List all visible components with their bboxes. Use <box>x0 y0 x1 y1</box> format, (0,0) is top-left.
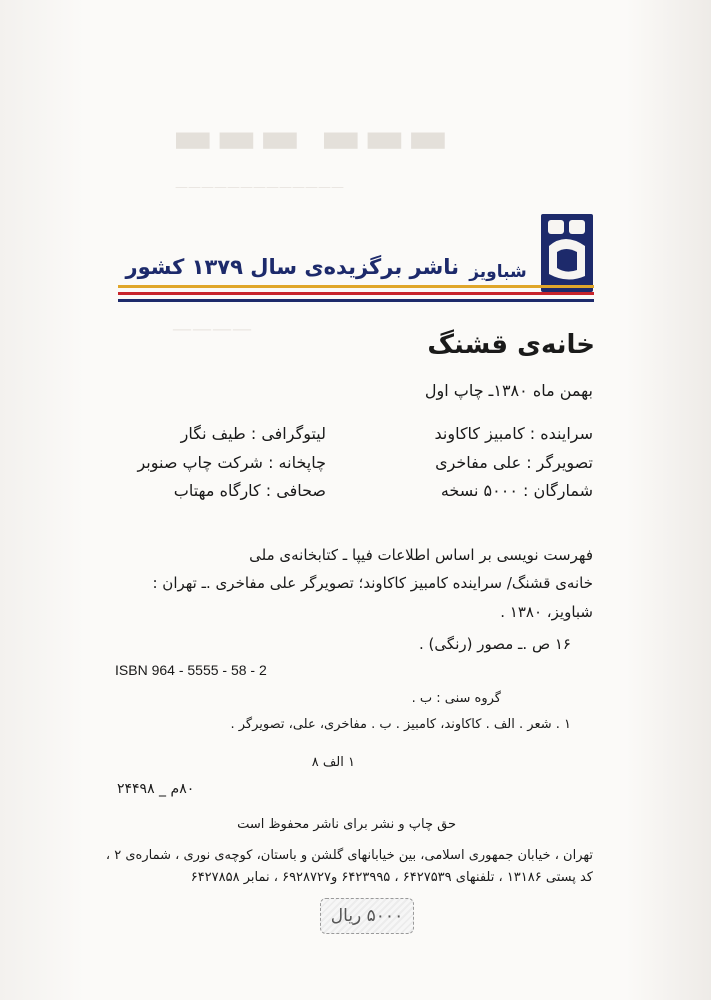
credit-binding <box>174 481 326 500</box>
navy-stripe <box>118 299 594 302</box>
credit-value: علی مفاخری <box>435 453 522 472</box>
rights-notice: حق چاپ و نشر برای ناشر محفوظ است <box>237 817 456 832</box>
age-group: گروه سنی : ب . <box>411 691 501 706</box>
decorative-stripes <box>118 285 594 306</box>
catalog-line-3: ۱۶ ص .ـ مصور (رنگی) . <box>419 635 571 653</box>
credit-label: لیتوگرافی : <box>250 424 326 443</box>
red-stripe <box>118 292 594 295</box>
classification-number: ۱ الف ۸ <box>311 755 355 770</box>
catalog-line-2: شباویز، ۱۳۸۰ . <box>500 603 593 621</box>
price-stamp: ۵۰۰۰ ریال <box>320 898 414 934</box>
edition-line: بهمن ماه ۱۳۸۰ـ چاپ اول <box>424 381 593 400</box>
catalog-heading: فهرست نویسی بر اساس اطلاعات فیپا ـ کتابخانه‌ی ملی <box>249 546 593 564</box>
credit-print-run <box>441 481 593 500</box>
credit-value: کامبیز کاکاوند <box>434 424 525 443</box>
credit-label: صحافی : <box>265 481 326 500</box>
credit-label: شمارگان : <box>523 481 593 500</box>
credit-value: کارگاه مهتاب <box>173 481 261 500</box>
credit-lithography <box>181 424 326 443</box>
isbn-number: ISBN 964 - 5555 - 58 - 2 <box>115 662 267 678</box>
credit-poet <box>434 424 593 443</box>
credit-value: ۵۰۰۰ نسخه <box>440 481 518 500</box>
catalog-subjects: ۱ . شعر . الف . کاکاوند، کامبیز . ب . مفاخری، علی، تصویرگر . <box>230 717 571 732</box>
show-through-isbn: ————————————— <box>175 180 344 195</box>
address-line-2: کد پستی ۱۳۱۸۶ ، تلفنهای ۶۴۲۷۵۳۹ ، ۶۴۲۳۹۹۵ و۶۹۲۸۷۲۷ ، نمابر ۶۴۲۷۸۵۸ <box>190 870 593 885</box>
show-through-author: ———— <box>172 316 252 340</box>
library-number: ۸۰م _ ۲۴۴۹۸ <box>117 781 195 797</box>
catalog-line-1: خانه‌ی قشنگ/ سراینده کامبیز کاکاوند؛ تصویرگر علی مفاخری .ـ تهران : <box>152 574 593 592</box>
credit-label: سراینده : <box>529 424 593 443</box>
credit-value: شرکت چاپ صنوبر <box>137 453 263 472</box>
credit-label: چاپخانه : <box>268 453 326 472</box>
gold-stripe <box>118 285 594 288</box>
publisher-logo-text: شباویز <box>469 262 527 282</box>
address-line-1: تهران ، خیابان جمهوری اسلامی، بین خیابانهای گلشن و باستان، کوچه‌ی نوری ، شماره‌ی ۲ ، <box>105 848 593 863</box>
publisher-tagline: ناشر برگزیده‌ی سال ۱۳۷۹ کشور <box>125 255 459 279</box>
credit-label: تصویرگر : <box>526 453 593 472</box>
show-through-text: ▬▬▬ ▬▬▬ <box>172 112 451 163</box>
book-title: خانه‌ی قشنگ <box>427 330 595 360</box>
credit-illustrator <box>435 453 593 472</box>
credit-value: طیف نگار <box>180 424 246 443</box>
credit-printing-house <box>137 453 326 472</box>
